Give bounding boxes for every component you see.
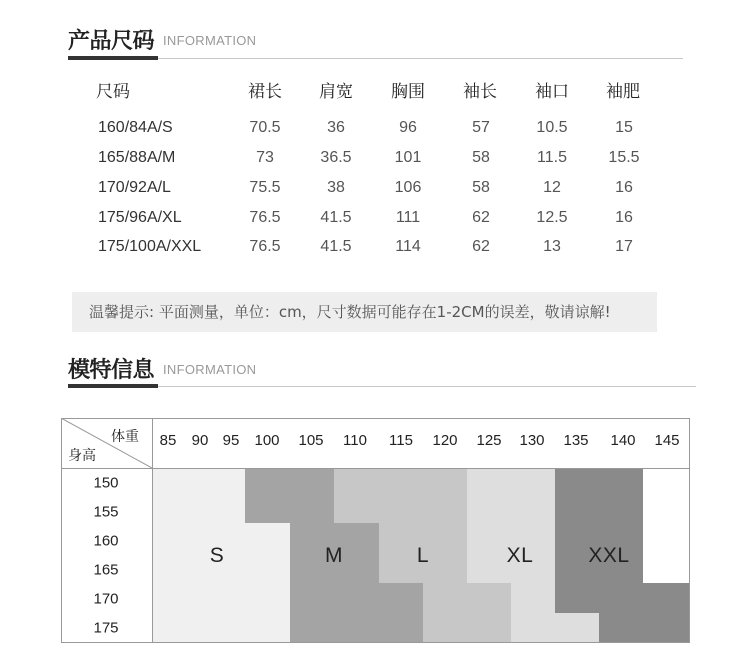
size-label-xxl: XXL xyxy=(588,544,630,567)
size-region-xl xyxy=(511,613,599,643)
size-table-cell: 114 xyxy=(395,238,421,255)
size-table-cell: 62 xyxy=(472,209,490,226)
size-table-cell: 111 xyxy=(395,209,421,226)
size-region-xxl xyxy=(599,613,690,643)
size-region-m xyxy=(245,468,334,523)
size-table-row xyxy=(96,176,656,200)
weight-label: 145 xyxy=(654,432,680,449)
size-table-cell: 58 xyxy=(472,149,490,166)
size-label-xl: XL xyxy=(506,544,534,567)
size-table-cell: 17 xyxy=(615,238,633,255)
size-table-cell: 62 xyxy=(472,238,490,255)
size-table-header-cell: 肩宽 xyxy=(319,82,353,102)
size-table-header-cell: 袖肥 xyxy=(606,82,640,102)
weight-label: 130 xyxy=(519,432,545,449)
height-label: 155 xyxy=(93,503,119,521)
size-table-cell: 96 xyxy=(399,119,417,136)
size-table-cell: 106 xyxy=(394,179,422,196)
size-table-header xyxy=(96,80,656,104)
height-label: 160 xyxy=(93,532,119,550)
size-table-cell: 70.5 xyxy=(249,119,281,136)
model-info-subtitle: INFORMATION xyxy=(163,362,257,377)
product-size-title-underline xyxy=(68,56,158,60)
size-table-cell: 36 xyxy=(327,119,345,136)
height-label: 165 xyxy=(93,561,119,579)
size-table-cell: 12.5 xyxy=(536,209,568,226)
size-table-cell: 11.5 xyxy=(537,149,567,166)
size-region-s xyxy=(245,523,290,643)
product-size-title: 产品尺码 xyxy=(68,29,155,54)
size-region-xxl xyxy=(555,583,690,613)
size-table-cell: 165/88A/M xyxy=(98,149,176,166)
size-table-header-cell: 尺码 xyxy=(96,82,130,102)
weight-label: 135 xyxy=(563,432,589,449)
weight-label: 110 xyxy=(343,432,367,449)
weight-label: 95 xyxy=(222,432,240,449)
weight-label: 90 xyxy=(191,432,209,449)
size-table-cell: 76.5 xyxy=(249,238,281,255)
size-table-cell: 13 xyxy=(543,238,561,255)
height-label: 170 xyxy=(93,590,119,608)
size-table-cell: 75.5 xyxy=(249,179,281,196)
size-region-l xyxy=(334,468,467,523)
product-size-subtitle: INFORMATION xyxy=(163,33,257,48)
size-table-header-cell: 裙长 xyxy=(248,82,282,102)
size-table-cell: 57 xyxy=(472,119,490,136)
size-table-row xyxy=(96,235,656,259)
size-table-cell: 73 xyxy=(256,149,274,166)
size-table-cell: 15.5 xyxy=(608,149,640,166)
grid-line xyxy=(152,418,153,643)
size-table-cell: 76.5 xyxy=(249,209,281,226)
weight-label: 85 xyxy=(159,432,177,449)
size-table-header-cell: 袖长 xyxy=(463,82,497,102)
size-table-cell: 36.5 xyxy=(320,149,352,166)
size-table-cell: 58 xyxy=(472,179,490,196)
height-label: 150 xyxy=(93,474,119,492)
size-table-cell: 10.5 xyxy=(536,119,568,136)
size-label-s: S xyxy=(209,544,225,567)
size-table-header-cell: 胸围 xyxy=(391,82,425,102)
size-region-m xyxy=(290,583,423,643)
height-label: 175 xyxy=(93,619,119,637)
weight-label: 100 xyxy=(254,432,280,449)
size-label-l: L xyxy=(416,544,430,567)
corner-weight-label: 体重 xyxy=(111,429,139,445)
model-info-divider xyxy=(158,386,696,387)
size-table-cell: 38 xyxy=(327,179,345,196)
size-table-cell: 41.5 xyxy=(320,238,352,255)
size-region-s xyxy=(152,468,245,643)
size-table-cell: 12 xyxy=(543,179,561,196)
size-table-header-cell: 袖口 xyxy=(535,82,569,102)
height-weight-size-chart xyxy=(61,418,690,643)
size-region-l xyxy=(423,583,511,643)
corner-height-label: 身高 xyxy=(68,448,96,464)
size-table-cell: 175/100A/XXL xyxy=(98,238,202,255)
product-size-divider xyxy=(158,58,683,59)
size-table-row xyxy=(96,206,656,230)
model-info-title-underline xyxy=(68,384,158,388)
weight-label: 120 xyxy=(432,432,458,449)
weight-label: 105 xyxy=(298,432,324,449)
size-table-cell: 160/84A/S xyxy=(98,119,173,136)
size-table-row xyxy=(96,146,656,170)
measurement-notice: 温馨提示: 平面测量，单位：cm，尺寸数据可能存在1-2CM的误差，敬请谅解! xyxy=(72,292,657,332)
size-table-cell: 16 xyxy=(615,179,633,196)
weight-label: 115 xyxy=(389,432,413,449)
size-table-row xyxy=(96,116,656,140)
size-table-cell: 41.5 xyxy=(320,209,352,226)
size-label-m: M xyxy=(325,544,343,567)
size-table-cell: 175/96A/XL xyxy=(98,209,182,226)
size-table-cell: 101 xyxy=(394,149,422,166)
size-table-cell: 170/92A/L xyxy=(98,179,171,196)
weight-label: 140 xyxy=(610,432,636,449)
size-table-cell: 15 xyxy=(615,119,633,136)
grid-line xyxy=(61,468,690,469)
size-table-cell: 16 xyxy=(615,209,633,226)
model-info-title: 模特信息 xyxy=(68,358,155,383)
weight-label: 125 xyxy=(476,432,502,449)
